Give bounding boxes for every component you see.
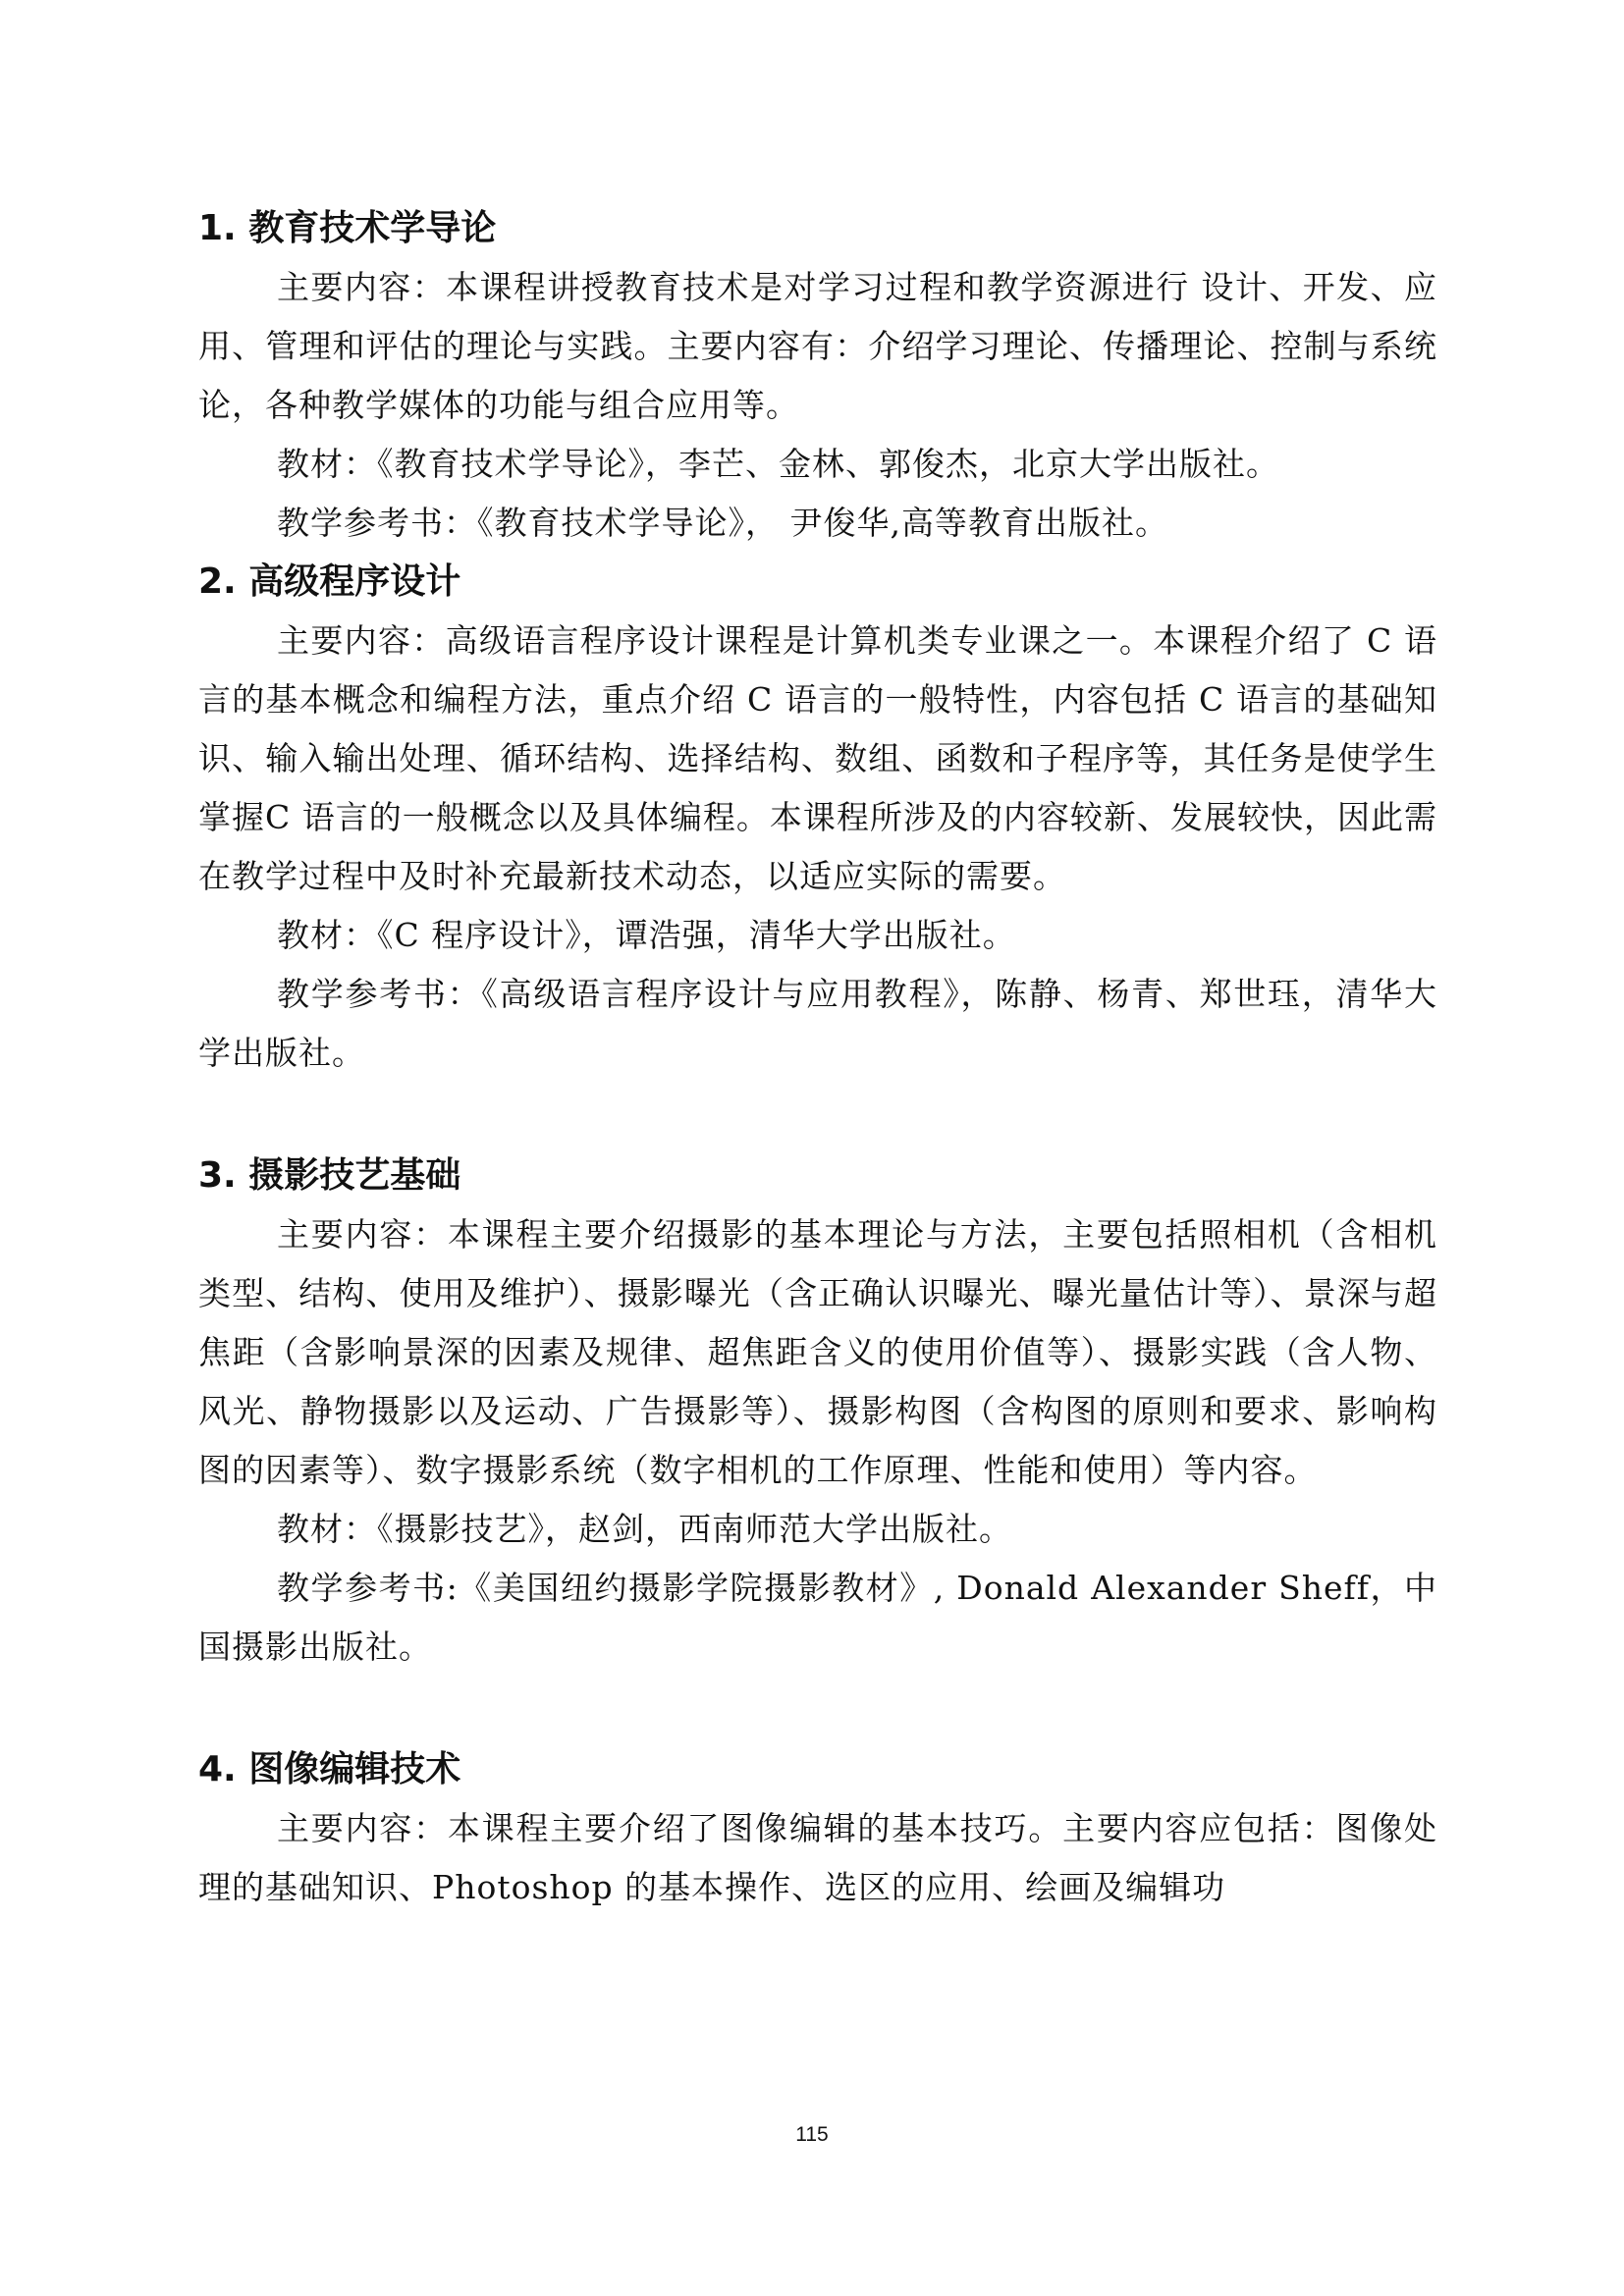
section-content: 主要内容：本课程讲授教育技术是对学习过程和教学资源进行 设计、开发、应用、管理和评估的理论与实践。主要内容有：介绍学习理论、传播理论、控制与系统论，各种教学媒体的功能与组合应用等。 — [198, 268, 1437, 424]
section-textbook: 教材：《摄影技艺》，赵剑，西南师范大学出版社。 — [277, 1510, 1012, 1548]
section-heading: 1. 教育技术学导论 — [198, 208, 497, 248]
section-reference: 教学参考书：《高级语言程序设计与应用教程》，陈静、杨青、郑世珏，清华大学出版社。 — [198, 975, 1437, 1072]
page-content — [198, 199, 1437, 1917]
section-reference: 教学参考书：《教育技术学导论》， 尹俊华,高等教育出版社。 — [277, 504, 1168, 542]
page-number: 115 — [795, 2123, 829, 2146]
section-spacer — [198, 1083, 1437, 1147]
section-spacer — [198, 1677, 1437, 1740]
section-content: 主要内容：本课程主要介绍摄影的基本理论与方法，主要包括照相机（含相机类型、结构、使用及维护）、摄影曝光（含正确认识曝光、曝光量估计等）、景深与超焦距（含影响景深的因素及规律、超焦距含义的使用价值等）、摄影实践（含人物、风光、静物摄影以及运动、广告摄影等）、摄影构图（含构图的原则和要求、影响构图的因素等）、数字摄影系统（数字相机的工作原理、性能和使用）等内容。 — [198, 1215, 1437, 1489]
section-content: 主要内容：本课程主要介绍了图像编辑的基本技巧。主要内容应包括：图像处理的基础知识、Photoshop 的基本操作、选区的应用、绘画及编辑功 — [198, 1809, 1437, 1906]
course-section-2 — [198, 553, 1437, 1083]
section-textbook: 教材：《教育技术学导论》，李芒、金林、郭俊杰，北京大学出版社。 — [277, 445, 1279, 483]
section-heading: 3. 摄影技艺基础 — [198, 1155, 461, 1196]
section-content: 主要内容：高级语言程序设计课程是计算机类专业课之一。本课程介绍了 C 语言的基本概念和编程方法，重点介绍 C 语言的一般特性，内容包括 C 语言的基础知识、输入输出处理、循环结构、选择结构、数组、函数和子程序等，其任务是使学生掌握C 语言的一般概念以及具体编程。本课程所涉及的内容较新、发展较快，因此需在教学过程中及时补充最新技术动态，以适应实际的需要。 — [198, 621, 1437, 895]
course-section-3 — [198, 1147, 1437, 1677]
section-heading: 2. 高级程序设计 — [198, 561, 461, 602]
section-heading: 4. 图像编辑技术 — [198, 1749, 461, 1789]
section-reference: 教学参考书:《美国纽约摄影学院摄影教材》, Donald Alexander Sheff，中国摄影出版社。 — [198, 1569, 1437, 1666]
course-section-1 — [198, 199, 1437, 553]
section-textbook: 教材：《C 程序设计》，谭浩强，清华大学出版社。 — [277, 916, 1016, 954]
course-section-4 — [198, 1740, 1437, 1917]
